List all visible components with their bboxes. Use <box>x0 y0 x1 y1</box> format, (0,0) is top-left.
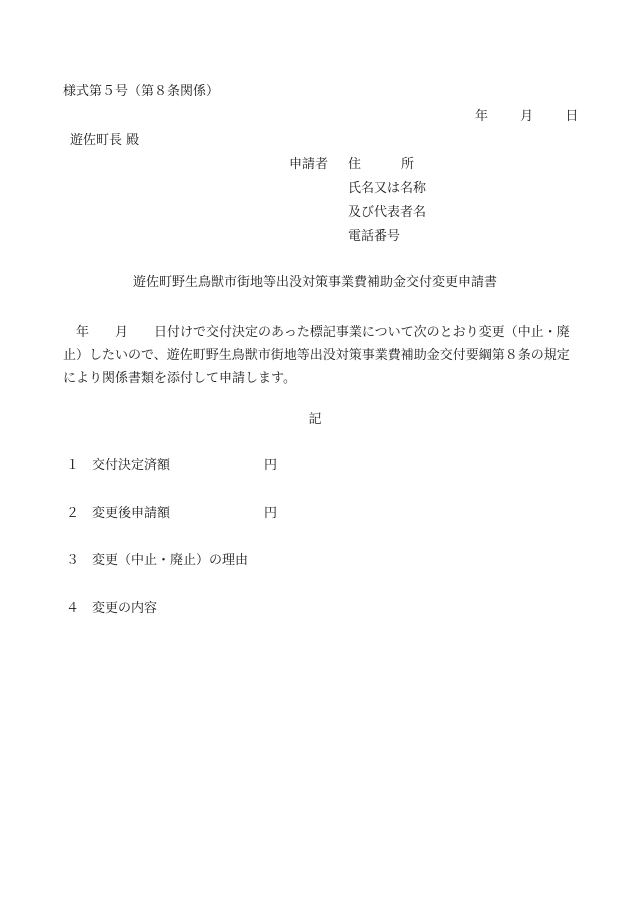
body-text: 日付けで交付決定のあった標記事業について次のとおり変更（中止・廃止）したいので、遊佐町野生鳥獣市街地等出没対策事業費補助金交付要綱第８条の規定により関係書類を添付して申請します。 <box>63 325 570 386</box>
list-item <box>63 602 157 615</box>
applicant-label: 申請者 <box>289 157 329 172</box>
applicant-fields <box>348 158 454 254</box>
document-title: 遊佐町野生鳥獣市街地等出没対策事業費補助金交付変更申請書 <box>132 275 497 290</box>
list-item <box>63 554 248 567</box>
item-label: 変更の内容 <box>92 601 158 616</box>
date-line <box>475 110 578 123</box>
item-number: ４ <box>66 601 80 616</box>
list-item <box>63 458 278 473</box>
item-label: 交付決定済額 <box>92 458 171 473</box>
name-label: 氏名又は名称 <box>348 181 427 196</box>
representative-label: 及び代表者名 <box>348 205 427 220</box>
date-year-label: 年 <box>475 109 489 124</box>
item-unit: 円 <box>264 506 278 521</box>
body-year-label: 年 <box>76 325 90 340</box>
body-paragraph <box>63 321 573 390</box>
date-month-label: 月 <box>520 109 534 124</box>
item-number: ２ <box>66 506 80 521</box>
address-label: 住所 <box>348 157 455 172</box>
addressee: 遊佐町長 殿 <box>70 133 140 148</box>
item-label: 変更後申請額 <box>92 506 171 521</box>
phone-label: 電話番号 <box>348 229 401 244</box>
item-number: １ <box>66 458 80 473</box>
list-item <box>63 506 278 521</box>
item-number: ３ <box>66 553 80 568</box>
date-day-label: 日 <box>565 109 579 124</box>
ki-heading: 記 <box>308 412 322 427</box>
body-month-label: 月 <box>115 325 129 340</box>
item-label: 変更（中止・廃止）の理由 <box>92 553 249 568</box>
form-number: 様式第５号（第８条関係） <box>63 84 220 99</box>
item-unit: 円 <box>264 458 278 473</box>
